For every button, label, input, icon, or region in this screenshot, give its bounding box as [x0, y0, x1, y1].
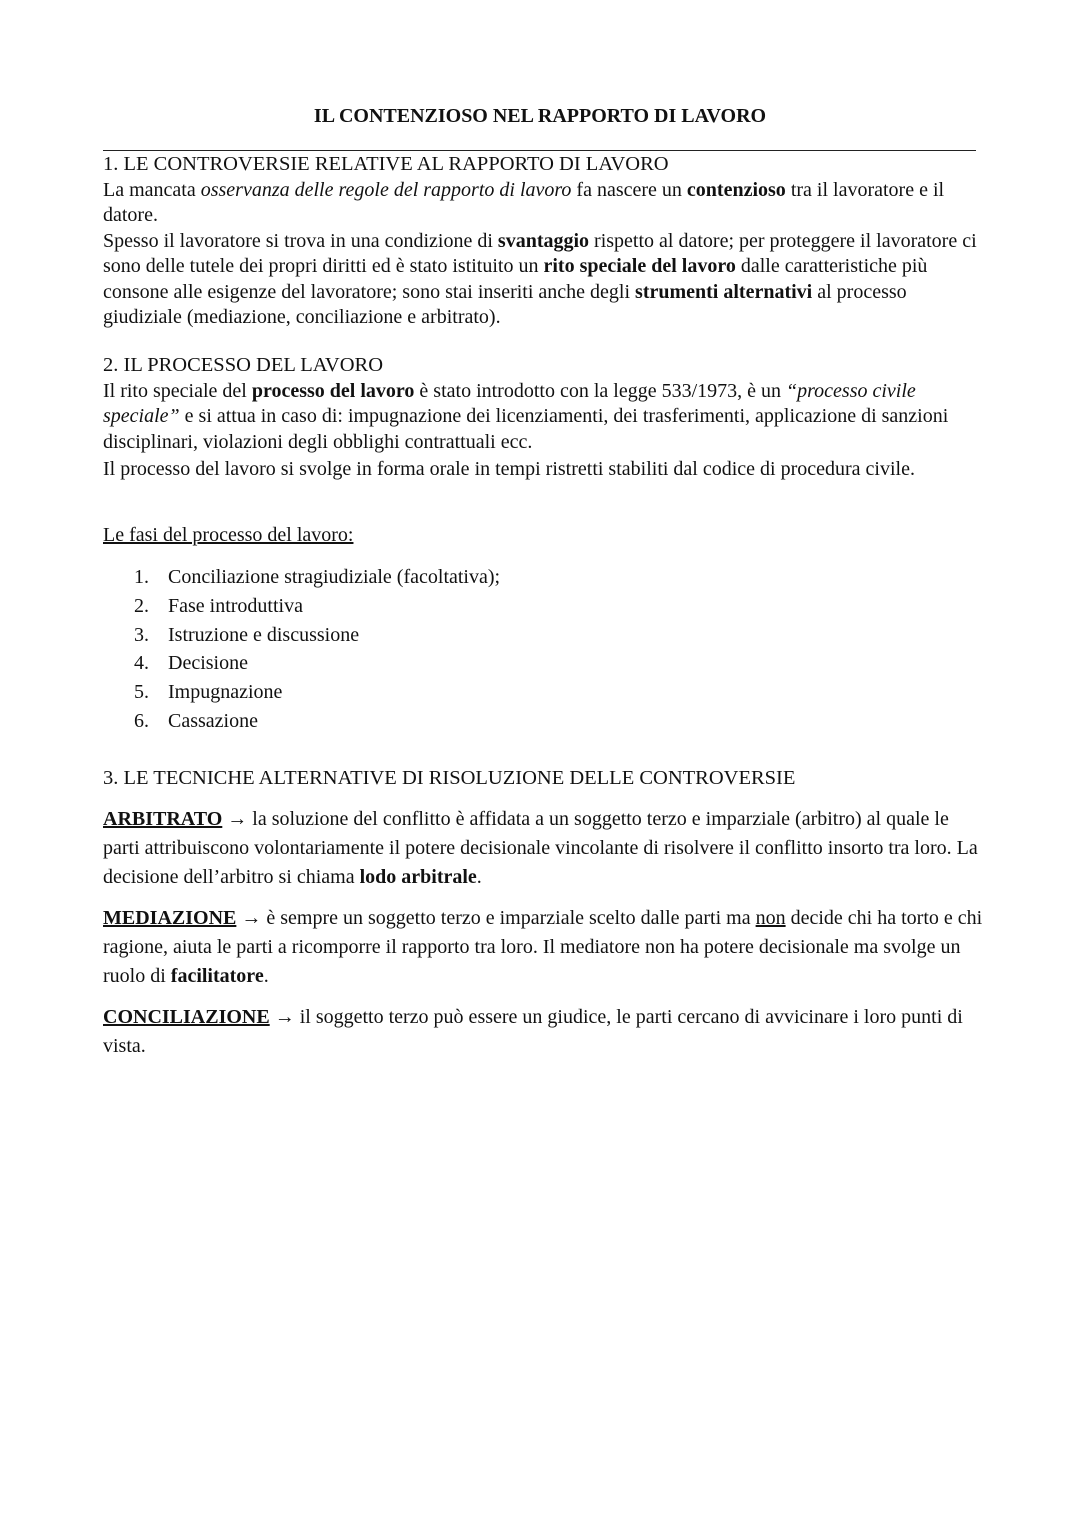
- bold-run: contenzioso: [686, 178, 786, 201]
- section-1-paragraph-1: [103, 178, 983, 229]
- text-run: Spesso il lavoratore si trova in una condizione di: [103, 229, 498, 252]
- list-number: 2.: [134, 594, 149, 617]
- section-3-heading: 3. LE TECNICHE ALTERNATIVE DI RISOLUZIONE DELLE CONTROVERSIE: [103, 767, 796, 789]
- text-run: la soluzione del conflitto è affidata a un soggetto terzo e imparziale (arbitro) al quale le parti attribuiscono volontariamente il potere decisionale vincolante di risolvere il conflitto insorto tra loro. La decisione dell’arbitro si chiama: [103, 808, 978, 888]
- mediazione-term: MEDIAZIONE: [103, 907, 237, 929]
- underlined-run: non: [755, 907, 786, 929]
- list-item: [134, 592, 734, 621]
- section-1-heading: 1. LE CONTROVERSIE RELATIVE AL RAPPORTO DI LAVORO: [103, 153, 669, 175]
- text-run: La mancata: [103, 178, 201, 201]
- list-number: 4.: [134, 652, 149, 675]
- text-run: tra il lavoratore e il datore.: [103, 178, 945, 226]
- list-item: [134, 563, 734, 592]
- section-2-paragraph-2: Il processo del lavoro si svolge in forma orale in tempi ristretti stabiliti dal codice di procedura civile.: [103, 458, 915, 480]
- list-item: [134, 649, 734, 678]
- section-2-paragraph-1: [103, 379, 983, 456]
- list-number: 1.: [134, 566, 149, 588]
- text-run: .: [476, 866, 482, 888]
- conciliazione-paragraph: [103, 1003, 983, 1061]
- text-run: rispetto al datore; per proteggere il lavoratore ci sono delle tutele dei propri diritti ed è stato istituito un: [103, 229, 977, 277]
- arbitrato-paragraph: [103, 805, 983, 892]
- text-run: è sempre un soggetto terzo e imparziale scelto dalle parti ma: [266, 907, 756, 929]
- bold-run: lodo arbitrale: [359, 866, 477, 888]
- list-text: Istruzione e discussione: [168, 623, 360, 646]
- section-2: [103, 353, 983, 484]
- bold-run: svantaggio: [497, 229, 590, 252]
- bold-run: rito speciale del lavoro: [543, 255, 736, 277]
- italic-run: “processo civile speciale”: [103, 379, 916, 427]
- text-run: Il rito speciale del: [103, 379, 252, 402]
- italic-run: osservanza delle regole del rapporto di lavoro: [200, 178, 572, 201]
- document-title: IL CONTENZIOSO NEL RAPPORTO DI LAVORO: [313, 105, 767, 127]
- section-1-paragraph-2: [103, 229, 983, 331]
- list-item: [134, 707, 734, 736]
- list-text: Decisione: [168, 652, 248, 675]
- arbitrato-term: ARBITRATO: [103, 808, 223, 830]
- fasi-label: Le fasi del processo del lavoro:: [103, 524, 354, 546]
- section-2-heading: 2. IL PROCESSO DEL LAVORO: [103, 354, 384, 376]
- arrow-icon: →: [269, 1006, 300, 1028]
- arrow-icon: →: [236, 907, 267, 929]
- bold-run: processo del lavoro: [251, 379, 415, 402]
- list-text: Conciliazione stragiudiziale (facoltativa);: [168, 566, 501, 588]
- fasi-list: [134, 563, 734, 736]
- arrow-icon: →: [222, 808, 253, 830]
- conciliazione-term: CONCILIAZIONE: [103, 1006, 270, 1028]
- list-text: Impugnazione: [168, 681, 283, 704]
- list-text: Cassazione: [168, 709, 258, 732]
- list-number: 3.: [134, 623, 149, 646]
- bold-run: strumenti alternativi: [635, 280, 813, 303]
- fasi-block: [103, 523, 983, 549]
- text-run: fa nascere un: [571, 178, 687, 201]
- list-item: [134, 678, 734, 707]
- text-run: decide chi ha torto e chi ragione, aiuta le parti a ricomporre il rapporto tra loro. Il mediatore non ha potere decisionale ma svolge un ruolo di: [103, 907, 983, 987]
- list-text: Fase introduttiva: [168, 594, 303, 617]
- list-number: 6.: [134, 709, 149, 732]
- text-run: è stato introdotto con la legge 533/1973, è un: [414, 379, 787, 402]
- text-run: e si attua in caso di: impugnazione dei licenziamenti, dei trasferimenti, applicazione di sanzioni disciplinari, violazioni degli obblighi contrattuali ecc.: [103, 405, 949, 453]
- text-run: .: [263, 965, 269, 987]
- text-run: il soggetto terzo può essere un giudice, le parti cercano di avvicinare i loro punti di vista.: [103, 1006, 963, 1057]
- bold-run: facilitatore: [170, 965, 264, 987]
- title-divider: [103, 150, 976, 151]
- list-item: [134, 621, 734, 650]
- mediazione-paragraph: [103, 904, 983, 991]
- list-number: 5.: [134, 681, 149, 704]
- text-run: dalle caratteristiche più consone alle esigenze del lavoratore; sono stai inseriti anche degli: [103, 255, 928, 303]
- section-3: [103, 764, 983, 1061]
- section-1: [103, 152, 983, 331]
- text-run: al processo giudiziale (mediazione, conciliazione e arbitrato).: [103, 280, 907, 328]
